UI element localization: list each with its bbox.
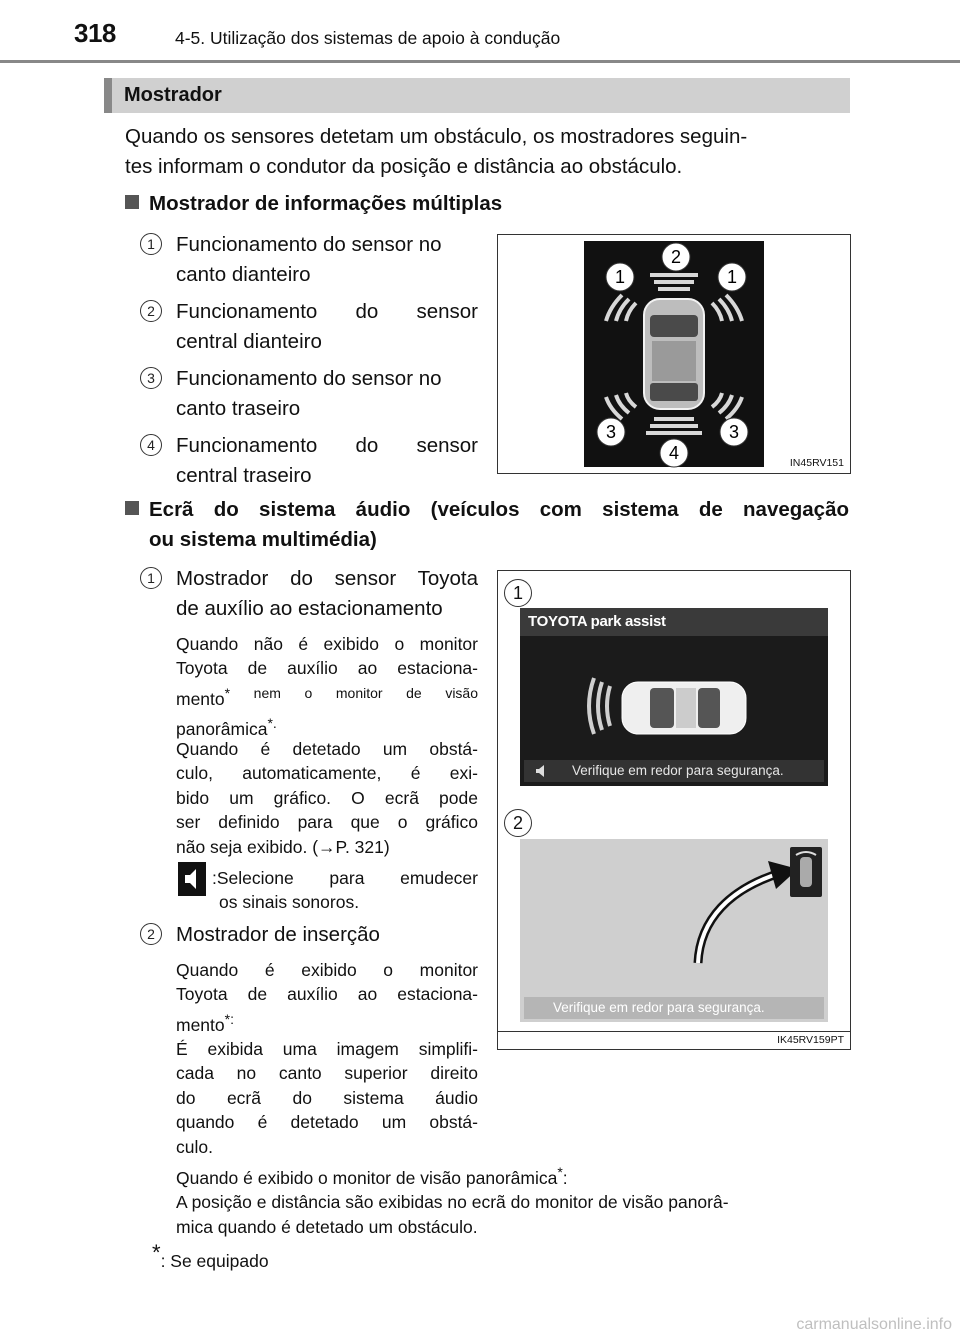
callout-1-right: 1 bbox=[726, 267, 738, 287]
item-number-badge: 3 bbox=[140, 367, 162, 389]
list-item: 1 Funcionamento do sensor no canto dianteiro bbox=[140, 230, 480, 297]
item-number-badge: 4 bbox=[140, 434, 162, 456]
callout-3-right: 3 bbox=[728, 422, 740, 442]
list-item: 4 Funcionamento do sensor central traseiro bbox=[140, 431, 480, 498]
item-number-badge: 2 bbox=[140, 300, 162, 322]
car-top-view bbox=[586, 666, 756, 746]
intro-line-1: Quando os sensores detetam um obstáculo, os mostradores seguin- bbox=[125, 125, 748, 148]
screen-title: TOYOTA park assist bbox=[528, 613, 666, 630]
figure-code: IN45RV151 bbox=[789, 457, 844, 469]
audio-item1-para1: Quando não é exibido o monitor Toyota de auxílio ao estaciona- mento$^{* nem o monitor de visão}$ panorâmica*. bbox=[176, 634, 478, 739]
figure-callout-2: 2 bbox=[504, 809, 532, 837]
item-number-badge: 1 bbox=[140, 233, 162, 255]
callout-3-left: 3 bbox=[605, 422, 617, 442]
bullet-square-icon bbox=[125, 501, 139, 515]
audio-heading-line-1: Ecrã do sistema áudio (veículos com sistema de navegação bbox=[125, 495, 849, 525]
multi-info-display-figure bbox=[497, 234, 851, 474]
audio-heading-line-2: ou sistema multimédia) bbox=[149, 528, 377, 551]
park-assist-screen bbox=[520, 608, 828, 786]
figure-code: IK45RV159PT bbox=[777, 1034, 844, 1046]
audio-display-figure bbox=[497, 570, 851, 1050]
chapter-title: 4-5. Utilização dos sistemas de apoio à condução bbox=[175, 28, 561, 48]
parking-sensor-diagram bbox=[498, 235, 850, 473]
callout-1-left: 1 bbox=[614, 267, 626, 287]
audio-item1-title-line2: de auxílio ao estacionamento bbox=[176, 597, 443, 620]
item-number-badge: 1 bbox=[140, 567, 162, 589]
mute-description-line1: :Selecione para emudecer bbox=[212, 868, 478, 888]
status-message: Verifique em redor para segurança. bbox=[553, 1000, 765, 1015]
figure-callout-1: 1 bbox=[504, 579, 532, 607]
speaker-icon bbox=[534, 763, 550, 779]
insert-display-screen bbox=[520, 839, 828, 1022]
watermark: carmanualsonline.info bbox=[796, 1316, 952, 1333]
multi-info-heading: Mostrador de informações múltiplas bbox=[125, 189, 502, 219]
multi-info-list bbox=[140, 230, 480, 498]
item-number-badge: 2 bbox=[140, 923, 162, 945]
audio-item2-title: Mostrador de inserção bbox=[176, 923, 380, 946]
curved-arrow-icon bbox=[680, 859, 800, 969]
status-bar bbox=[524, 760, 824, 782]
section-title: Mostrador bbox=[124, 84, 222, 106]
header-rule bbox=[0, 60, 960, 63]
audio-item1-title-line1: Mostrador do sensor Toyota bbox=[176, 567, 478, 590]
list-item: 2 Funcionamento do sensor central dianteiro bbox=[140, 297, 480, 364]
callout-2: 2 bbox=[670, 247, 682, 267]
mute-description-line2: os sinais sonoros. bbox=[219, 892, 360, 912]
intro-line-2: tes informam o condutor da posição e distância ao obstáculo. bbox=[125, 155, 683, 178]
figure-divider bbox=[498, 1031, 850, 1032]
section-title-bar bbox=[104, 78, 850, 113]
list-item: 3 Funcionamento do sensor no canto traseiro bbox=[140, 364, 480, 431]
status-message: Verifique em redor para segurança. bbox=[572, 763, 784, 778]
audio-item1-para2: Quando é detetado um obstá- culo, automaticamente, é exi- bido um gráfico. O ecrã pode ser definido para que o gráfico não seja exibido. (→P. 321) bbox=[176, 739, 478, 857]
mini-car-icon bbox=[790, 847, 822, 897]
bullet-square-icon bbox=[125, 195, 139, 209]
callout-4: 4 bbox=[668, 443, 680, 463]
audio-item2-para1: Quando é exibido o monitor Toyota de auxílio ao estaciona- mento*: É exibida uma imagem simplifi- cada no canto superior direito do ecrã do sistema áudio quando é detetado um obstá- culo. bbox=[176, 960, 478, 1157]
mute-button-icon bbox=[178, 862, 206, 896]
audio-item2-para2: Quando é exibido o monitor de visão panorâmica*: A posição e distância são exibidas no ecrã do monitor de visão panorâ- mica quando é detetado um obstáculo. bbox=[176, 1164, 729, 1237]
page-number: 318 bbox=[74, 18, 116, 48]
footnote: *: Se equipado bbox=[152, 1240, 269, 1271]
